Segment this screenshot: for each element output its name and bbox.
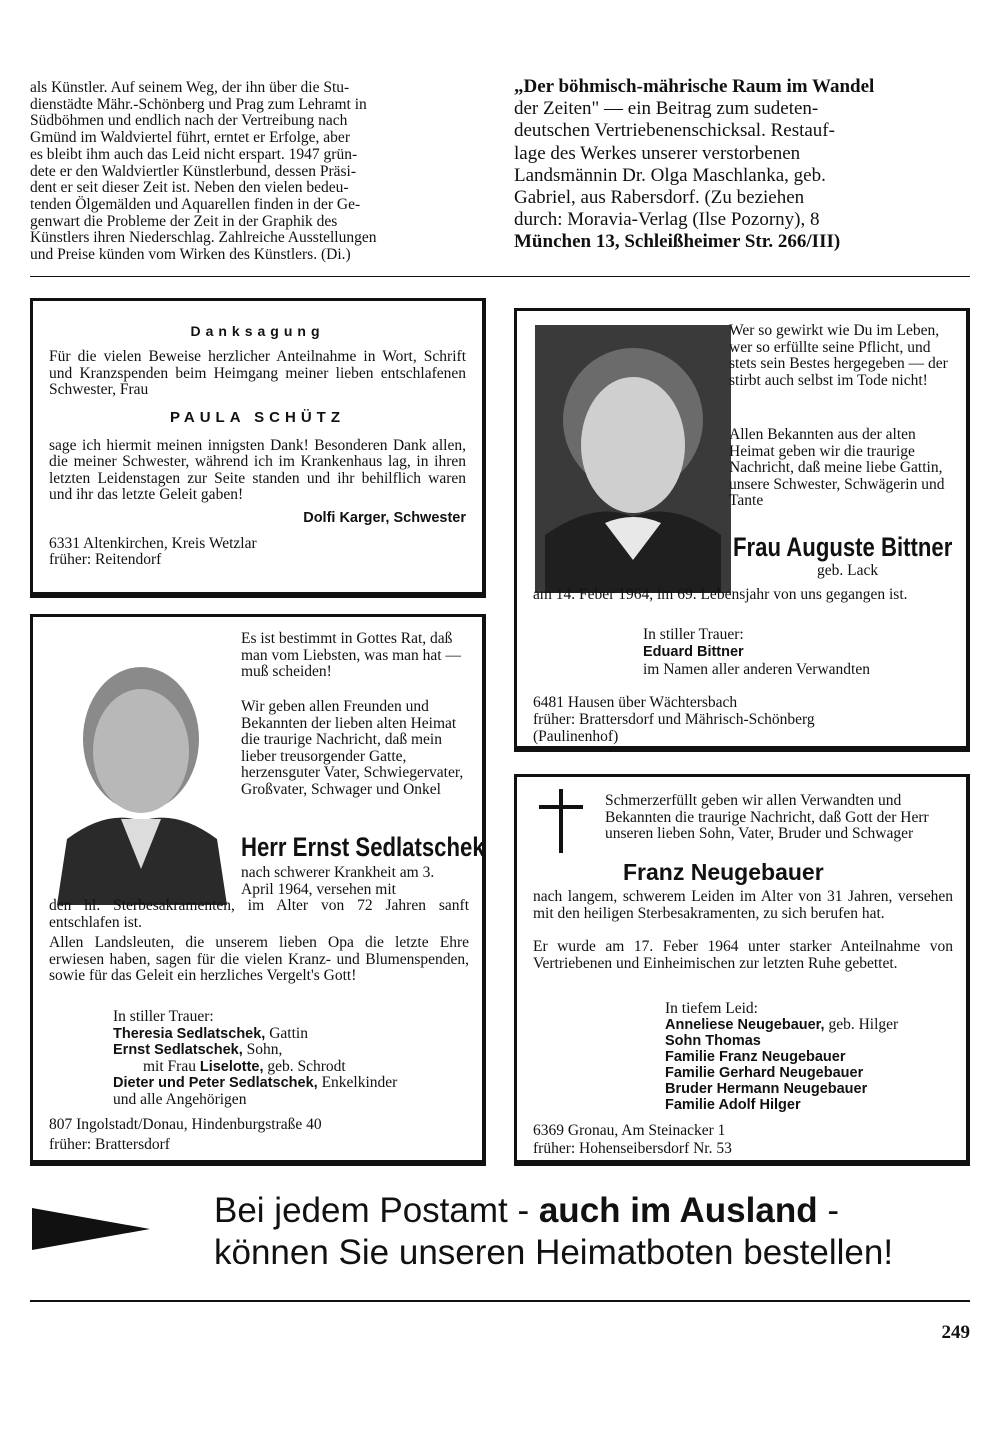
sedlatschek-death: den hl. Sterbesakramenten, im Alter von 72 Jahren sanft entschlafen ist. <box>49 897 469 931</box>
bittner-maiden: geb. Lack <box>817 562 879 579</box>
mourner-note: im Namen aller anderen Verwandten <box>643 661 870 678</box>
address-former: früher: Brattersdorf und Mährisch-Schönberg <box>533 711 815 728</box>
address-note: (Paulinenhof) <box>533 728 619 745</box>
page-number: 249 <box>941 1322 970 1343</box>
deceased-name: PAULA SCHÜTZ <box>170 408 345 426</box>
neugebauer-announcement: Schmerzerfüllt geben wir allen Verwandten und Bekannten die traurige Nachricht, daß Gott der Herr unseren lieben Sohn, Vater, Bruder und Schwager <box>605 792 929 842</box>
signature: Dolfi Karger, Schwester <box>303 509 466 526</box>
address: 6481 Hausen über Wächtersbach <box>533 694 738 711</box>
cross-icon <box>539 789 583 853</box>
bittner-verse: Wer so gewirkt wie Du im Leben, wer so erfüllte seine Pflicht, und stets sein Bestes hergegeben — der stirbt auch selbst im Tode nicht! <box>729 322 948 389</box>
neugebauer-mourners: In tiefem Leid: Anneliese Neugebauer, geb. Hilger Sohn Thomas Familie Franz Neugebauer Familie Gerhard Neugebauer Bruder Hermann Neugebauer Familie Adolf Hilger <box>665 1000 899 1114</box>
sedlatschek-thanks: Allen Landsleuten, die unserem lieben Opa die letzte Ehre erwiesen haben, sagen für die vielen Kranz- und Blumenspenden, sowie für das Geleit ein herzliches Vergelt's Gott! <box>49 934 469 984</box>
top-divider <box>30 276 970 277</box>
danksagung-thanks: sage ich hiermit meinen innigsten Dank! Besonderen Dank allen, die meiner Schwester, während ich im Krankenhaus lag, in ihren letzten Leidenstagen zur Seite standen und ihr behilflich waren und ihr das letzte Geleit gaben! <box>49 436 466 503</box>
man-portrait-image <box>37 639 237 905</box>
neugebauer-burial: Er wurde am 17. Feber 1964 unter starker Anteilnahme von Vertriebenen und Einheimischen zur letzten Ruhe gebettet. <box>533 938 953 972</box>
bottom-divider <box>30 1300 970 1302</box>
sedlatschek-box <box>30 614 486 1166</box>
danksagung-text: Für die vielen Beweise herzlicher Anteilnahme in Wort, Schrift und Kranzspenden beim Heimgang meiner lieben entschlafenen Schwester, Frau <box>49 348 466 398</box>
address-former: früher: Hohenseibersdorf Nr. 53 <box>533 1140 732 1157</box>
address: 6331 Altenkirchen, Kreis Wetzlar <box>49 534 257 552</box>
danksagung-box <box>30 298 486 598</box>
bittner-date: am 14. Feber 1964, im 69. Lebensjahr von uns gegangen ist. <box>533 586 908 603</box>
mourner-name: Eduard Bittner <box>643 644 744 660</box>
sedlatschek-mourners: In stiller Trauer: Theresia Sedlatschek, Gattin Ernst Sedlatschek, Sohn, mit Frau Liselotte, geb. Schrodt Dieter und Peter Sedlatschek, Enkelkinder und alle Angehörigen <box>113 1008 398 1108</box>
address-former: früher: Reitendorf <box>49 551 162 568</box>
sedlatschek-announcement: Wir geben allen Freunden und Bekannten der lieben alten Heimat die traurige Nachricht, daß mein lieber treusorgender Gatte, herzensguter Vater, Schwiegervater, Großvater, Schwager und Onkel <box>241 698 464 798</box>
book-notice: „Der böhmisch-mährische Raum im Wandel der Zeiten" — ein Beitrag zum sudeten- deutschen Vertriebenenschicksal. Restauf- lage des Werkes unserer verstorbenen Landsmännin Dr. Olga Maschlanka, geb. Gabriel, aus Rabersdorf. (Zu beziehen durch: Moravia-Verlag (Ilse Pozorny), 8 München 13, Schleißheimer Str. 266/III) <box>514 76 875 253</box>
subscription-banner: Bei jedem Postamt - auch im Ausland - können Sie unseren Heimatboten bestellen! <box>214 1191 894 1272</box>
portrait-photo <box>535 325 731 593</box>
arrow-icon <box>32 1208 150 1255</box>
sedlatschek-name: Herr Ernst Sedlatschek <box>241 832 485 862</box>
danksagung-title: Danksagung <box>190 323 325 339</box>
intro-text: als Künstler. Auf seinem Weg, der ihn über die Stu- dienstädte Mähr.-Schönberg und Prag zum Lehramt in Südböhmen und endlich nach der Vertreibung nach Gmünd im Waldviertel führt, erntet er Erfolge, aber es bleibt ihm auch das Leid nicht erspart. 1947 grün- dete er den Waldviertler Künstlerbund, dessen Präsi- dent er seit dieser Zeit ist. Neben den vielen bedeu- tenden Ölgemälden und Aquarellen finden in der Ge- genwart die Probleme der Zeit in der Graphik des Künstlers ihren Niederschlag. Zahlreiche Ausstellungen und Preise künden vom Wirken des Künstlers. (Di.) <box>30 79 377 264</box>
bittner-announcement: Allen Bekannten aus der alten Heimat geben wir die traurige Nachricht, daß meine liebe Gattin, unsere Schwester, Schwägerin und Tante <box>729 426 945 509</box>
sedlatschek-date: nach schwerer Krankheit am 3. April 1964, versehen mit <box>241 864 435 898</box>
neugebauer-box <box>514 774 970 1166</box>
portrait-photo <box>37 639 237 905</box>
address: 807 Ingolstadt/Donau, Hindenburgstraße 40 <box>49 1116 322 1133</box>
neugebauer-death: nach langem, schwerem Leiden im Alter von 31 Jahren, versehen mit den heiligen Sterbesakramenten, zu sich berufen hat. <box>533 888 953 922</box>
bittner-name: Frau Auguste Bittner <box>733 532 953 562</box>
bittner-box <box>514 308 970 752</box>
neugebauer-name: Franz Neugebauer <box>623 859 824 885</box>
address-former: früher: Brattersdorf <box>49 1136 170 1153</box>
sedlatschek-verse: Es ist bestimmt in Gottes Rat, daß man vom Liebsten, was man hat — muß scheiden! <box>241 630 461 680</box>
address: 6369 Gronau, Am Steinacker 1 <box>533 1122 726 1139</box>
mourning-label: In stiller Trauer: <box>643 626 744 643</box>
woman-portrait-image <box>535 325 731 593</box>
